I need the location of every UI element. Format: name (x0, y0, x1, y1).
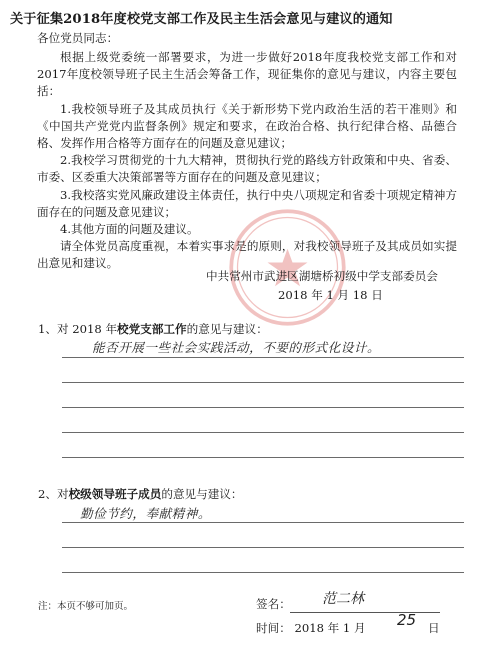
paragraph-item-3: 3.我校落实党风廉政建设主体责任，执行中央八项规定和省委十项规定精神方面存在的问题及意见建议； (37, 187, 457, 219)
paragraph-closing: 请全体党员高度重视，本着实事求是的原则，对我校领导班子及其成员如实提出意见和建议。 (37, 239, 457, 271)
signature-line (290, 612, 440, 613)
question-1-suffix: 的意见与建议： (186, 322, 268, 336)
answer-1-handwriting: 能否开展一些社会实践活动，不要的形式化设计。 (92, 340, 381, 355)
question-2-suffix: 的意见与建议： (161, 487, 243, 501)
day-handwriting: 25 (397, 611, 417, 629)
question-1-prefix: 1、对 2018 年 (38, 322, 118, 336)
day-unit: 日 (428, 621, 440, 635)
answer-2-line-1 (62, 522, 464, 523)
paragraph-item-2: 2.我校学习贯彻党的十九大精神，贯彻执行党的路线方针政策和中央、省委、市委、区委重大决策部署等方面存在的问题及意见建议； (37, 153, 457, 185)
issuing-organization: 中共常州市武进区湖塘桥初级中学支部委员会 (206, 269, 438, 283)
answer-1-line-3 (62, 407, 464, 408)
question-2-bold: 校级领导班子成员 (68, 487, 162, 501)
answer-2-line-3 (62, 572, 464, 573)
paragraph-item-1: 1.我校领导班子及其成员执行《关于新形势下党内政治生活的若干准则》和《中国共产党党内监督条例》规定和要求，在政治合格、执行纪律合格、品德合格、发挥作用合格等方面存在的问题及意见建议； (37, 101, 457, 151)
answer-1-line-5 (62, 457, 464, 458)
time-label: 时间： 2018 年 1 月 (256, 621, 366, 635)
greeting: 各位党员同志： (37, 31, 119, 45)
question-2 (38, 486, 243, 502)
paragraph-item-4: 4.其他方面的问题及建议。 (60, 222, 199, 237)
answer-2-line-2 (62, 547, 464, 548)
signature-label: 签名： (256, 597, 291, 611)
question-1 (38, 321, 268, 337)
answer-1-line-2 (62, 382, 464, 383)
question-1-bold: 校党支部工作 (117, 322, 187, 336)
footnote: 注：本页不够可加页。 (38, 601, 134, 612)
answer-2-handwriting: 勤俭节约，奉献精神。 (80, 506, 211, 521)
answer-1-line-4 (62, 432, 464, 433)
issue-date: 2018 年 1 月 18 日 (278, 288, 383, 302)
signature-handwriting: 范二林 (322, 591, 364, 607)
notice-title: 关于征集2018年度校党支部工作及民主生活会意见与建议的通知 (10, 12, 393, 27)
paragraph-intro: 根据上级党委统一部署要求，为进一步做好2018年度我校党支部工作和对2017年度校领导班子民主生活会筹备工作，现征集你的意见与建议，内容主要包括： (37, 50, 457, 99)
question-2-prefix: 2、对 (38, 487, 69, 501)
answer-1-line-1 (62, 357, 464, 358)
